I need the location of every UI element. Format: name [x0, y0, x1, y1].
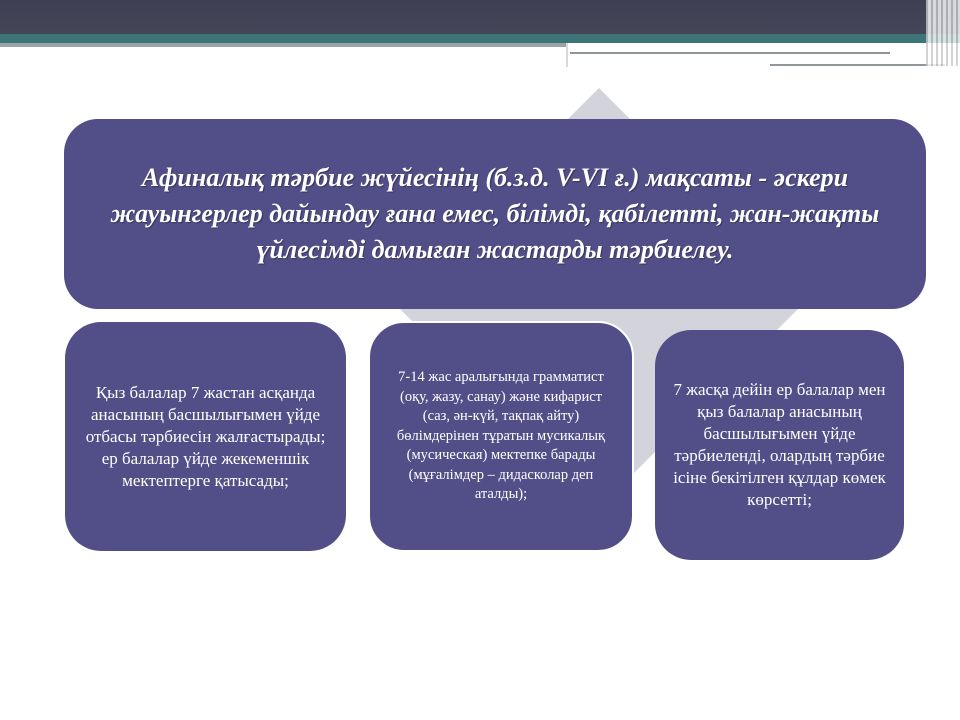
main-statement-text: Афиналық тәрбие жүйесінің (б.з.д. V-VI ғ.) мақсаты - әскери жауынгерлер дайындау ғана емес, білімді, қабілетті, жан-жақты үйлесімді дамыған жастарды тәрбиелеу.: [110, 163, 880, 264]
info-box-right: [655, 330, 904, 560]
header-dark-bar: [0, 0, 960, 34]
info-box-middle: [368, 321, 634, 552]
header-corner-line: [570, 52, 890, 54]
info-box-left: [65, 322, 346, 551]
header-corner-line: [770, 64, 945, 66]
header-teal-band: [0, 34, 960, 43]
info-box-right-text: 7 жасқа дейін ер балалар мен қыз балалар анасының басшылығымен үйде тәрбиеленді, олардың тәрбие ісіне бекітілген құлдар көмек көрсетті;: [673, 380, 886, 509]
main-statement-box: [64, 119, 926, 309]
header-corner-stripes: [926, 0, 960, 66]
info-box-left-text: Қыз балалар 7 жастан асқанда анасының басшылығымен үйде отбасы тәрбиесін жалғастырады; ер балалар үйде жекеменшік мектептерге қатысады;: [85, 382, 326, 490]
info-box-middle-text: 7-14 жас аралығында грамматист (оқу, жазу, санау) және кифарист (саз, ән-күй, тақпақ айту) бөлімдерінен тұратын мусикалық (мусическая) мектепке барады (мұғалімдер – дидасколар деп аталды);: [396, 369, 606, 503]
